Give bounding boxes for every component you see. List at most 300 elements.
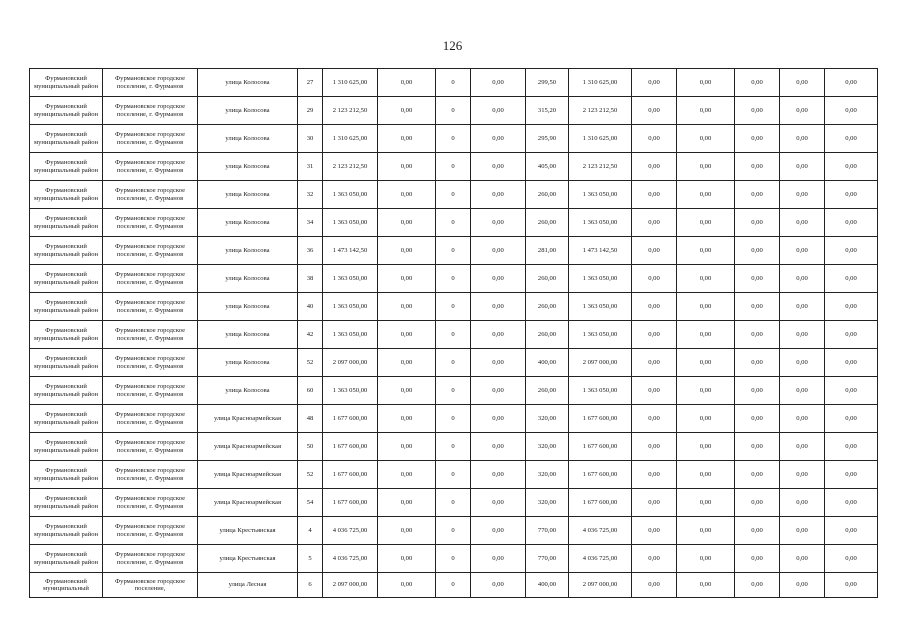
district-cell: Фурмановский муниципальный район bbox=[30, 545, 103, 573]
amount-cell: 0,00 bbox=[471, 377, 526, 405]
amount-cell: 0,00 bbox=[677, 377, 735, 405]
area-cell: 405,00 bbox=[526, 153, 569, 181]
total-cost-cell: 1 363 050,00 bbox=[323, 321, 378, 349]
registry-table bbox=[29, 68, 878, 598]
amount-cell: 0,00 bbox=[632, 293, 677, 321]
amount-cell: 0,00 bbox=[780, 69, 825, 97]
district-cell: Фурмановский муниципальный район bbox=[30, 293, 103, 321]
amount-cell: 0,00 bbox=[825, 209, 878, 237]
table-row bbox=[30, 265, 878, 293]
total-cost-cell: 1 363 050,00 bbox=[323, 209, 378, 237]
amount-cell: 0,00 bbox=[735, 293, 780, 321]
repair-cost-cell: 4 036 725,00 bbox=[569, 545, 632, 573]
amount-cell: 0,00 bbox=[632, 125, 677, 153]
total-cost-cell: 2 123 212,50 bbox=[323, 153, 378, 181]
amount-cell: 0,00 bbox=[825, 265, 878, 293]
street-cell: улица Колосова bbox=[198, 181, 298, 209]
table-row bbox=[30, 181, 878, 209]
amount-cell: 0,00 bbox=[378, 69, 436, 97]
amount-cell: 0,00 bbox=[677, 97, 735, 125]
amount-cell: 0,00 bbox=[677, 125, 735, 153]
street-cell: улица Красноармейская bbox=[198, 489, 298, 517]
repair-cost-cell: 1 363 050,00 bbox=[569, 321, 632, 349]
amount-cell: 0,00 bbox=[735, 153, 780, 181]
table-row bbox=[30, 97, 878, 125]
amount-cell: 0,00 bbox=[825, 153, 878, 181]
house-number-cell: 50 bbox=[298, 433, 323, 461]
count-cell: 0 bbox=[436, 181, 471, 209]
settlement-cell: Фурмановское городское поселение, г. Фурманов bbox=[103, 153, 198, 181]
table-row bbox=[30, 125, 878, 153]
amount-cell: 0,00 bbox=[780, 97, 825, 125]
page-number: 126 bbox=[442, 38, 463, 53]
district-cell: Фурмановский муниципальный район bbox=[30, 433, 103, 461]
table-row bbox=[30, 489, 878, 517]
amount-cell: 0,00 bbox=[825, 517, 878, 545]
amount-cell: 0,00 bbox=[780, 489, 825, 517]
repair-cost-cell: 2 123 212,50 bbox=[569, 153, 632, 181]
count-cell: 0 bbox=[436, 461, 471, 489]
total-cost-cell: 1 363 050,00 bbox=[323, 377, 378, 405]
area-cell: 320,00 bbox=[526, 461, 569, 489]
amount-cell: 0,00 bbox=[677, 293, 735, 321]
amount-cell: 0,00 bbox=[677, 405, 735, 433]
area-cell: 400,00 bbox=[526, 349, 569, 377]
total-cost-cell: 1 310 625,00 bbox=[323, 69, 378, 97]
table-row bbox=[30, 209, 878, 237]
count-cell: 0 bbox=[436, 265, 471, 293]
street-cell: улица Колосова bbox=[198, 377, 298, 405]
settlement-cell: Фурмановское городское поселение, г. Фурманов bbox=[103, 97, 198, 125]
house-number-cell: 5 bbox=[298, 545, 323, 573]
street-cell: улица Колосова bbox=[198, 293, 298, 321]
total-cost-cell: 1 677 600,00 bbox=[323, 433, 378, 461]
house-number-cell: 34 bbox=[298, 209, 323, 237]
table-row bbox=[30, 69, 878, 97]
amount-cell: 0,00 bbox=[677, 181, 735, 209]
total-cost-cell: 2 123 212,50 bbox=[323, 97, 378, 125]
settlement-cell: Фурмановское городское поселение, г. Фурманов bbox=[103, 321, 198, 349]
amount-cell: 0,00 bbox=[825, 433, 878, 461]
district-cell: Фурмановский муниципальный район bbox=[30, 349, 103, 377]
amount-cell: 0,00 bbox=[780, 293, 825, 321]
settlement-cell: Фурмановское городское поселение, г. Фурманов bbox=[103, 405, 198, 433]
amount-cell: 0,00 bbox=[677, 573, 735, 598]
settlement-cell: Фурмановское городское поселение, bbox=[103, 573, 198, 598]
settlement-cell: Фурмановское городское поселение, г. Фурманов bbox=[103, 489, 198, 517]
settlement-cell: Фурмановское городское поселение, г. Фурманов bbox=[103, 377, 198, 405]
table-row bbox=[30, 573, 878, 598]
amount-cell: 0,00 bbox=[780, 265, 825, 293]
amount-cell: 0,00 bbox=[632, 433, 677, 461]
amount-cell: 0,00 bbox=[735, 97, 780, 125]
amount-cell: 0,00 bbox=[378, 433, 436, 461]
total-cost-cell: 1 363 050,00 bbox=[323, 181, 378, 209]
amount-cell: 0,00 bbox=[471, 265, 526, 293]
count-cell: 0 bbox=[436, 321, 471, 349]
amount-cell: 0,00 bbox=[378, 405, 436, 433]
count-cell: 0 bbox=[436, 153, 471, 181]
amount-cell: 0,00 bbox=[378, 97, 436, 125]
amount-cell: 0,00 bbox=[378, 237, 436, 265]
house-number-cell: 29 bbox=[298, 97, 323, 125]
district-cell: Фурмановский муниципальный район bbox=[30, 209, 103, 237]
repair-cost-cell: 2 097 000,00 bbox=[569, 349, 632, 377]
amount-cell: 0,00 bbox=[735, 517, 780, 545]
street-cell: улица Колосова bbox=[198, 125, 298, 153]
amount-cell: 0,00 bbox=[780, 405, 825, 433]
total-cost-cell: 4 036 725,00 bbox=[323, 545, 378, 573]
amount-cell: 0,00 bbox=[632, 573, 677, 598]
amount-cell: 0,00 bbox=[378, 573, 436, 598]
district-cell: Фурмановский муниципальный район bbox=[30, 181, 103, 209]
amount-cell: 0,00 bbox=[378, 181, 436, 209]
count-cell: 0 bbox=[436, 209, 471, 237]
district-cell: Фурмановский муниципальный район bbox=[30, 461, 103, 489]
house-number-cell: 42 bbox=[298, 321, 323, 349]
amount-cell: 0,00 bbox=[735, 377, 780, 405]
amount-cell: 0,00 bbox=[471, 405, 526, 433]
area-cell: 260,00 bbox=[526, 377, 569, 405]
repair-cost-cell: 1 677 600,00 bbox=[569, 405, 632, 433]
amount-cell: 0,00 bbox=[378, 265, 436, 293]
area-cell: 299,50 bbox=[526, 69, 569, 97]
table-row bbox=[30, 405, 878, 433]
repair-cost-cell: 1 363 050,00 bbox=[569, 293, 632, 321]
amount-cell: 0,00 bbox=[632, 265, 677, 293]
settlement-cell: Фурмановское городское поселение, г. Фурманов bbox=[103, 125, 198, 153]
repair-cost-cell: 1 677 600,00 bbox=[569, 461, 632, 489]
repair-cost-cell: 1 677 600,00 bbox=[569, 433, 632, 461]
amount-cell: 0,00 bbox=[735, 349, 780, 377]
area-cell: 260,00 bbox=[526, 265, 569, 293]
amount-cell: 0,00 bbox=[677, 349, 735, 377]
amount-cell: 0,00 bbox=[471, 125, 526, 153]
total-cost-cell: 2 097 000,00 bbox=[323, 349, 378, 377]
amount-cell: 0,00 bbox=[378, 293, 436, 321]
amount-cell: 0,00 bbox=[735, 433, 780, 461]
repair-cost-cell: 1 363 050,00 bbox=[569, 181, 632, 209]
street-cell: улица Лесная bbox=[198, 573, 298, 598]
district-cell: Фурмановский муниципальный район bbox=[30, 125, 103, 153]
amount-cell: 0,00 bbox=[825, 461, 878, 489]
total-cost-cell: 1 310 625,00 bbox=[323, 125, 378, 153]
amount-cell: 0,00 bbox=[735, 69, 780, 97]
settlement-cell: Фурмановское городское поселение, г. Фурманов bbox=[103, 545, 198, 573]
house-number-cell: 30 bbox=[298, 125, 323, 153]
amount-cell: 0,00 bbox=[825, 545, 878, 573]
amount-cell: 0,00 bbox=[378, 153, 436, 181]
amount-cell: 0,00 bbox=[632, 545, 677, 573]
amount-cell: 0,00 bbox=[677, 461, 735, 489]
repair-cost-cell: 1 363 050,00 bbox=[569, 265, 632, 293]
street-cell: улица Колосова bbox=[198, 209, 298, 237]
amount-cell: 0,00 bbox=[378, 349, 436, 377]
amount-cell: 0,00 bbox=[780, 545, 825, 573]
area-cell: 260,00 bbox=[526, 321, 569, 349]
amount-cell: 0,00 bbox=[735, 321, 780, 349]
amount-cell: 0,00 bbox=[471, 433, 526, 461]
district-cell: Фурмановский муниципальный район bbox=[30, 517, 103, 545]
street-cell: улица Красноармейская bbox=[198, 433, 298, 461]
amount-cell: 0,00 bbox=[471, 153, 526, 181]
district-cell: Фурмановский муниципальный район bbox=[30, 377, 103, 405]
district-cell: Фурмановский муниципальный район bbox=[30, 237, 103, 265]
table-row bbox=[30, 349, 878, 377]
amount-cell: 0,00 bbox=[780, 349, 825, 377]
repair-cost-cell: 4 036 725,00 bbox=[569, 517, 632, 545]
settlement-cell: Фурмановское городское поселение, г. Фурманов bbox=[103, 293, 198, 321]
amount-cell: 0,00 bbox=[825, 181, 878, 209]
amount-cell: 0,00 bbox=[825, 69, 878, 97]
amount-cell: 0,00 bbox=[780, 433, 825, 461]
amount-cell: 0,00 bbox=[471, 209, 526, 237]
amount-cell: 0,00 bbox=[632, 237, 677, 265]
street-cell: улица Красноармейская bbox=[198, 461, 298, 489]
count-cell: 0 bbox=[436, 517, 471, 545]
amount-cell: 0,00 bbox=[735, 265, 780, 293]
amount-cell: 0,00 bbox=[735, 461, 780, 489]
amount-cell: 0,00 bbox=[677, 209, 735, 237]
area-cell: 260,00 bbox=[526, 209, 569, 237]
house-number-cell: 38 bbox=[298, 265, 323, 293]
amount-cell: 0,00 bbox=[780, 237, 825, 265]
house-number-cell: 48 bbox=[298, 405, 323, 433]
table-row bbox=[30, 321, 878, 349]
amount-cell: 0,00 bbox=[632, 321, 677, 349]
amount-cell: 0,00 bbox=[471, 545, 526, 573]
area-cell: 400,00 bbox=[526, 573, 569, 598]
table-row bbox=[30, 517, 878, 545]
amount-cell: 0,00 bbox=[780, 573, 825, 598]
total-cost-cell: 1 677 600,00 bbox=[323, 461, 378, 489]
area-cell: 295,90 bbox=[526, 125, 569, 153]
district-cell: Фурмановский муниципальный район bbox=[30, 265, 103, 293]
amount-cell: 0,00 bbox=[780, 461, 825, 489]
amount-cell: 0,00 bbox=[632, 517, 677, 545]
table-row bbox=[30, 433, 878, 461]
count-cell: 0 bbox=[436, 69, 471, 97]
table-row bbox=[30, 237, 878, 265]
amount-cell: 0,00 bbox=[825, 573, 878, 598]
count-cell: 0 bbox=[436, 97, 471, 125]
street-cell: улица Колосова bbox=[198, 97, 298, 125]
amount-cell: 0,00 bbox=[632, 461, 677, 489]
amount-cell: 0,00 bbox=[632, 181, 677, 209]
amount-cell: 0,00 bbox=[825, 321, 878, 349]
settlement-cell: Фурмановское городское поселение, г. Фурманов bbox=[103, 461, 198, 489]
repair-cost-cell: 1 473 142,50 bbox=[569, 237, 632, 265]
amount-cell: 0,00 bbox=[471, 97, 526, 125]
count-cell: 0 bbox=[436, 293, 471, 321]
amount-cell: 0,00 bbox=[677, 321, 735, 349]
amount-cell: 0,00 bbox=[378, 517, 436, 545]
amount-cell: 0,00 bbox=[471, 293, 526, 321]
amount-cell: 0,00 bbox=[735, 181, 780, 209]
count-cell: 0 bbox=[436, 237, 471, 265]
total-cost-cell: 1 677 600,00 bbox=[323, 405, 378, 433]
repair-cost-cell: 1 677 600,00 bbox=[569, 489, 632, 517]
street-cell: улица Красноармейская bbox=[198, 405, 298, 433]
amount-cell: 0,00 bbox=[780, 153, 825, 181]
settlement-cell: Фурмановское городское поселение, г. Фурманов bbox=[103, 237, 198, 265]
amount-cell: 0,00 bbox=[735, 489, 780, 517]
street-cell: улица Колосова bbox=[198, 237, 298, 265]
area-cell: 260,00 bbox=[526, 293, 569, 321]
house-number-cell: 31 bbox=[298, 153, 323, 181]
amount-cell: 0,00 bbox=[677, 489, 735, 517]
amount-cell: 0,00 bbox=[471, 349, 526, 377]
amount-cell: 0,00 bbox=[632, 489, 677, 517]
street-cell: улица Колосова bbox=[198, 265, 298, 293]
house-number-cell: 52 bbox=[298, 349, 323, 377]
amount-cell: 0,00 bbox=[780, 377, 825, 405]
settlement-cell: Фурмановское городское поселение, г. Фурманов bbox=[103, 349, 198, 377]
repair-cost-cell: 1 363 050,00 bbox=[569, 209, 632, 237]
amount-cell: 0,00 bbox=[825, 377, 878, 405]
amount-cell: 0,00 bbox=[378, 545, 436, 573]
settlement-cell: Фурмановское городское поселение, г. Фурманов bbox=[103, 517, 198, 545]
total-cost-cell: 1 677 600,00 bbox=[323, 489, 378, 517]
area-cell: 281,00 bbox=[526, 237, 569, 265]
house-number-cell: 40 bbox=[298, 293, 323, 321]
area-cell: 770,00 bbox=[526, 545, 569, 573]
house-number-cell: 52 bbox=[298, 461, 323, 489]
amount-cell: 0,00 bbox=[378, 125, 436, 153]
house-number-cell: 36 bbox=[298, 237, 323, 265]
street-cell: улица Колосова bbox=[198, 69, 298, 97]
district-cell: Фурмановский муниципальный район bbox=[30, 321, 103, 349]
amount-cell: 0,00 bbox=[632, 69, 677, 97]
amount-cell: 0,00 bbox=[825, 349, 878, 377]
amount-cell: 0,00 bbox=[677, 433, 735, 461]
settlement-cell: Фурмановское городское поселение, г. Фурманов bbox=[103, 265, 198, 293]
repair-cost-cell: 1 310 625,00 bbox=[569, 125, 632, 153]
count-cell: 0 bbox=[436, 573, 471, 598]
amount-cell: 0,00 bbox=[471, 69, 526, 97]
count-cell: 0 bbox=[436, 349, 471, 377]
table-row bbox=[30, 377, 878, 405]
amount-cell: 0,00 bbox=[471, 489, 526, 517]
amount-cell: 0,00 bbox=[825, 237, 878, 265]
repair-cost-cell: 1 363 050,00 bbox=[569, 377, 632, 405]
total-cost-cell: 1 363 050,00 bbox=[323, 265, 378, 293]
total-cost-cell: 2 097 000,00 bbox=[323, 573, 378, 598]
total-cost-cell: 4 036 725,00 bbox=[323, 517, 378, 545]
total-cost-cell: 1 473 142,50 bbox=[323, 237, 378, 265]
amount-cell: 0,00 bbox=[471, 237, 526, 265]
district-cell: Фурмановский муниципальный район bbox=[30, 405, 103, 433]
area-cell: 260,00 bbox=[526, 181, 569, 209]
amount-cell: 0,00 bbox=[378, 321, 436, 349]
street-cell: улица Колосова bbox=[198, 349, 298, 377]
house-number-cell: 60 bbox=[298, 377, 323, 405]
amount-cell: 0,00 bbox=[632, 405, 677, 433]
amount-cell: 0,00 bbox=[677, 153, 735, 181]
district-cell: Фурмановский муниципальный район bbox=[30, 489, 103, 517]
table-row bbox=[30, 545, 878, 573]
amount-cell: 0,00 bbox=[780, 321, 825, 349]
count-cell: 0 bbox=[436, 377, 471, 405]
district-cell: Фурмановский муниципальный район bbox=[30, 97, 103, 125]
amount-cell: 0,00 bbox=[378, 461, 436, 489]
district-cell: Фурмановский муниципальный район bbox=[30, 153, 103, 181]
count-cell: 0 bbox=[436, 545, 471, 573]
amount-cell: 0,00 bbox=[735, 209, 780, 237]
area-cell: 315,20 bbox=[526, 97, 569, 125]
amount-cell: 0,00 bbox=[780, 181, 825, 209]
amount-cell: 0,00 bbox=[471, 321, 526, 349]
repair-cost-cell: 2 097 000,00 bbox=[569, 573, 632, 598]
amount-cell: 0,00 bbox=[471, 181, 526, 209]
table-row bbox=[30, 293, 878, 321]
district-cell: Фурмановский муниципальный район bbox=[30, 69, 103, 97]
amount-cell: 0,00 bbox=[735, 405, 780, 433]
house-number-cell: 27 bbox=[298, 69, 323, 97]
street-cell: улица Колосова bbox=[198, 321, 298, 349]
amount-cell: 0,00 bbox=[632, 209, 677, 237]
amount-cell: 0,00 bbox=[471, 573, 526, 598]
amount-cell: 0,00 bbox=[677, 265, 735, 293]
amount-cell: 0,00 bbox=[825, 293, 878, 321]
amount-cell: 0,00 bbox=[735, 125, 780, 153]
amount-cell: 0,00 bbox=[471, 461, 526, 489]
street-cell: улица Крестьянская bbox=[198, 517, 298, 545]
count-cell: 0 bbox=[436, 405, 471, 433]
house-number-cell: 54 bbox=[298, 489, 323, 517]
amount-cell: 0,00 bbox=[378, 209, 436, 237]
amount-cell: 0,00 bbox=[378, 489, 436, 517]
amount-cell: 0,00 bbox=[780, 517, 825, 545]
amount-cell: 0,00 bbox=[632, 377, 677, 405]
area-cell: 320,00 bbox=[526, 433, 569, 461]
amount-cell: 0,00 bbox=[632, 349, 677, 377]
amount-cell: 0,00 bbox=[632, 153, 677, 181]
amount-cell: 0,00 bbox=[735, 237, 780, 265]
settlement-cell: Фурмановское городское поселение, г. Фурманов bbox=[103, 433, 198, 461]
amount-cell: 0,00 bbox=[780, 209, 825, 237]
amount-cell: 0,00 bbox=[677, 545, 735, 573]
repair-cost-cell: 2 123 212,50 bbox=[569, 97, 632, 125]
amount-cell: 0,00 bbox=[632, 97, 677, 125]
amount-cell: 0,00 bbox=[735, 573, 780, 598]
amount-cell: 0,00 bbox=[677, 517, 735, 545]
amount-cell: 0,00 bbox=[471, 517, 526, 545]
amount-cell: 0,00 bbox=[825, 489, 878, 517]
amount-cell: 0,00 bbox=[735, 545, 780, 573]
district-cell: Фурмановский муниципальный bbox=[30, 573, 103, 598]
area-cell: 770,00 bbox=[526, 517, 569, 545]
total-cost-cell: 1 363 050,00 bbox=[323, 293, 378, 321]
count-cell: 0 bbox=[436, 489, 471, 517]
area-cell: 320,00 bbox=[526, 489, 569, 517]
repair-cost-cell: 1 310 625,00 bbox=[569, 69, 632, 97]
amount-cell: 0,00 bbox=[825, 405, 878, 433]
table-row bbox=[30, 461, 878, 489]
settlement-cell: Фурмановское городское поселение, г. Фурманов bbox=[103, 209, 198, 237]
house-number-cell: 32 bbox=[298, 181, 323, 209]
amount-cell: 0,00 bbox=[825, 125, 878, 153]
count-cell: 0 bbox=[436, 433, 471, 461]
amount-cell: 0,00 bbox=[780, 125, 825, 153]
house-number-cell: 4 bbox=[298, 517, 323, 545]
street-cell: улица Колосова bbox=[198, 153, 298, 181]
street-cell: улица Крестьянская bbox=[198, 545, 298, 573]
area-cell: 320,00 bbox=[526, 405, 569, 433]
settlement-cell: Фурмановское городское поселение, г. Фурманов bbox=[103, 69, 198, 97]
count-cell: 0 bbox=[436, 125, 471, 153]
amount-cell: 0,00 bbox=[677, 69, 735, 97]
